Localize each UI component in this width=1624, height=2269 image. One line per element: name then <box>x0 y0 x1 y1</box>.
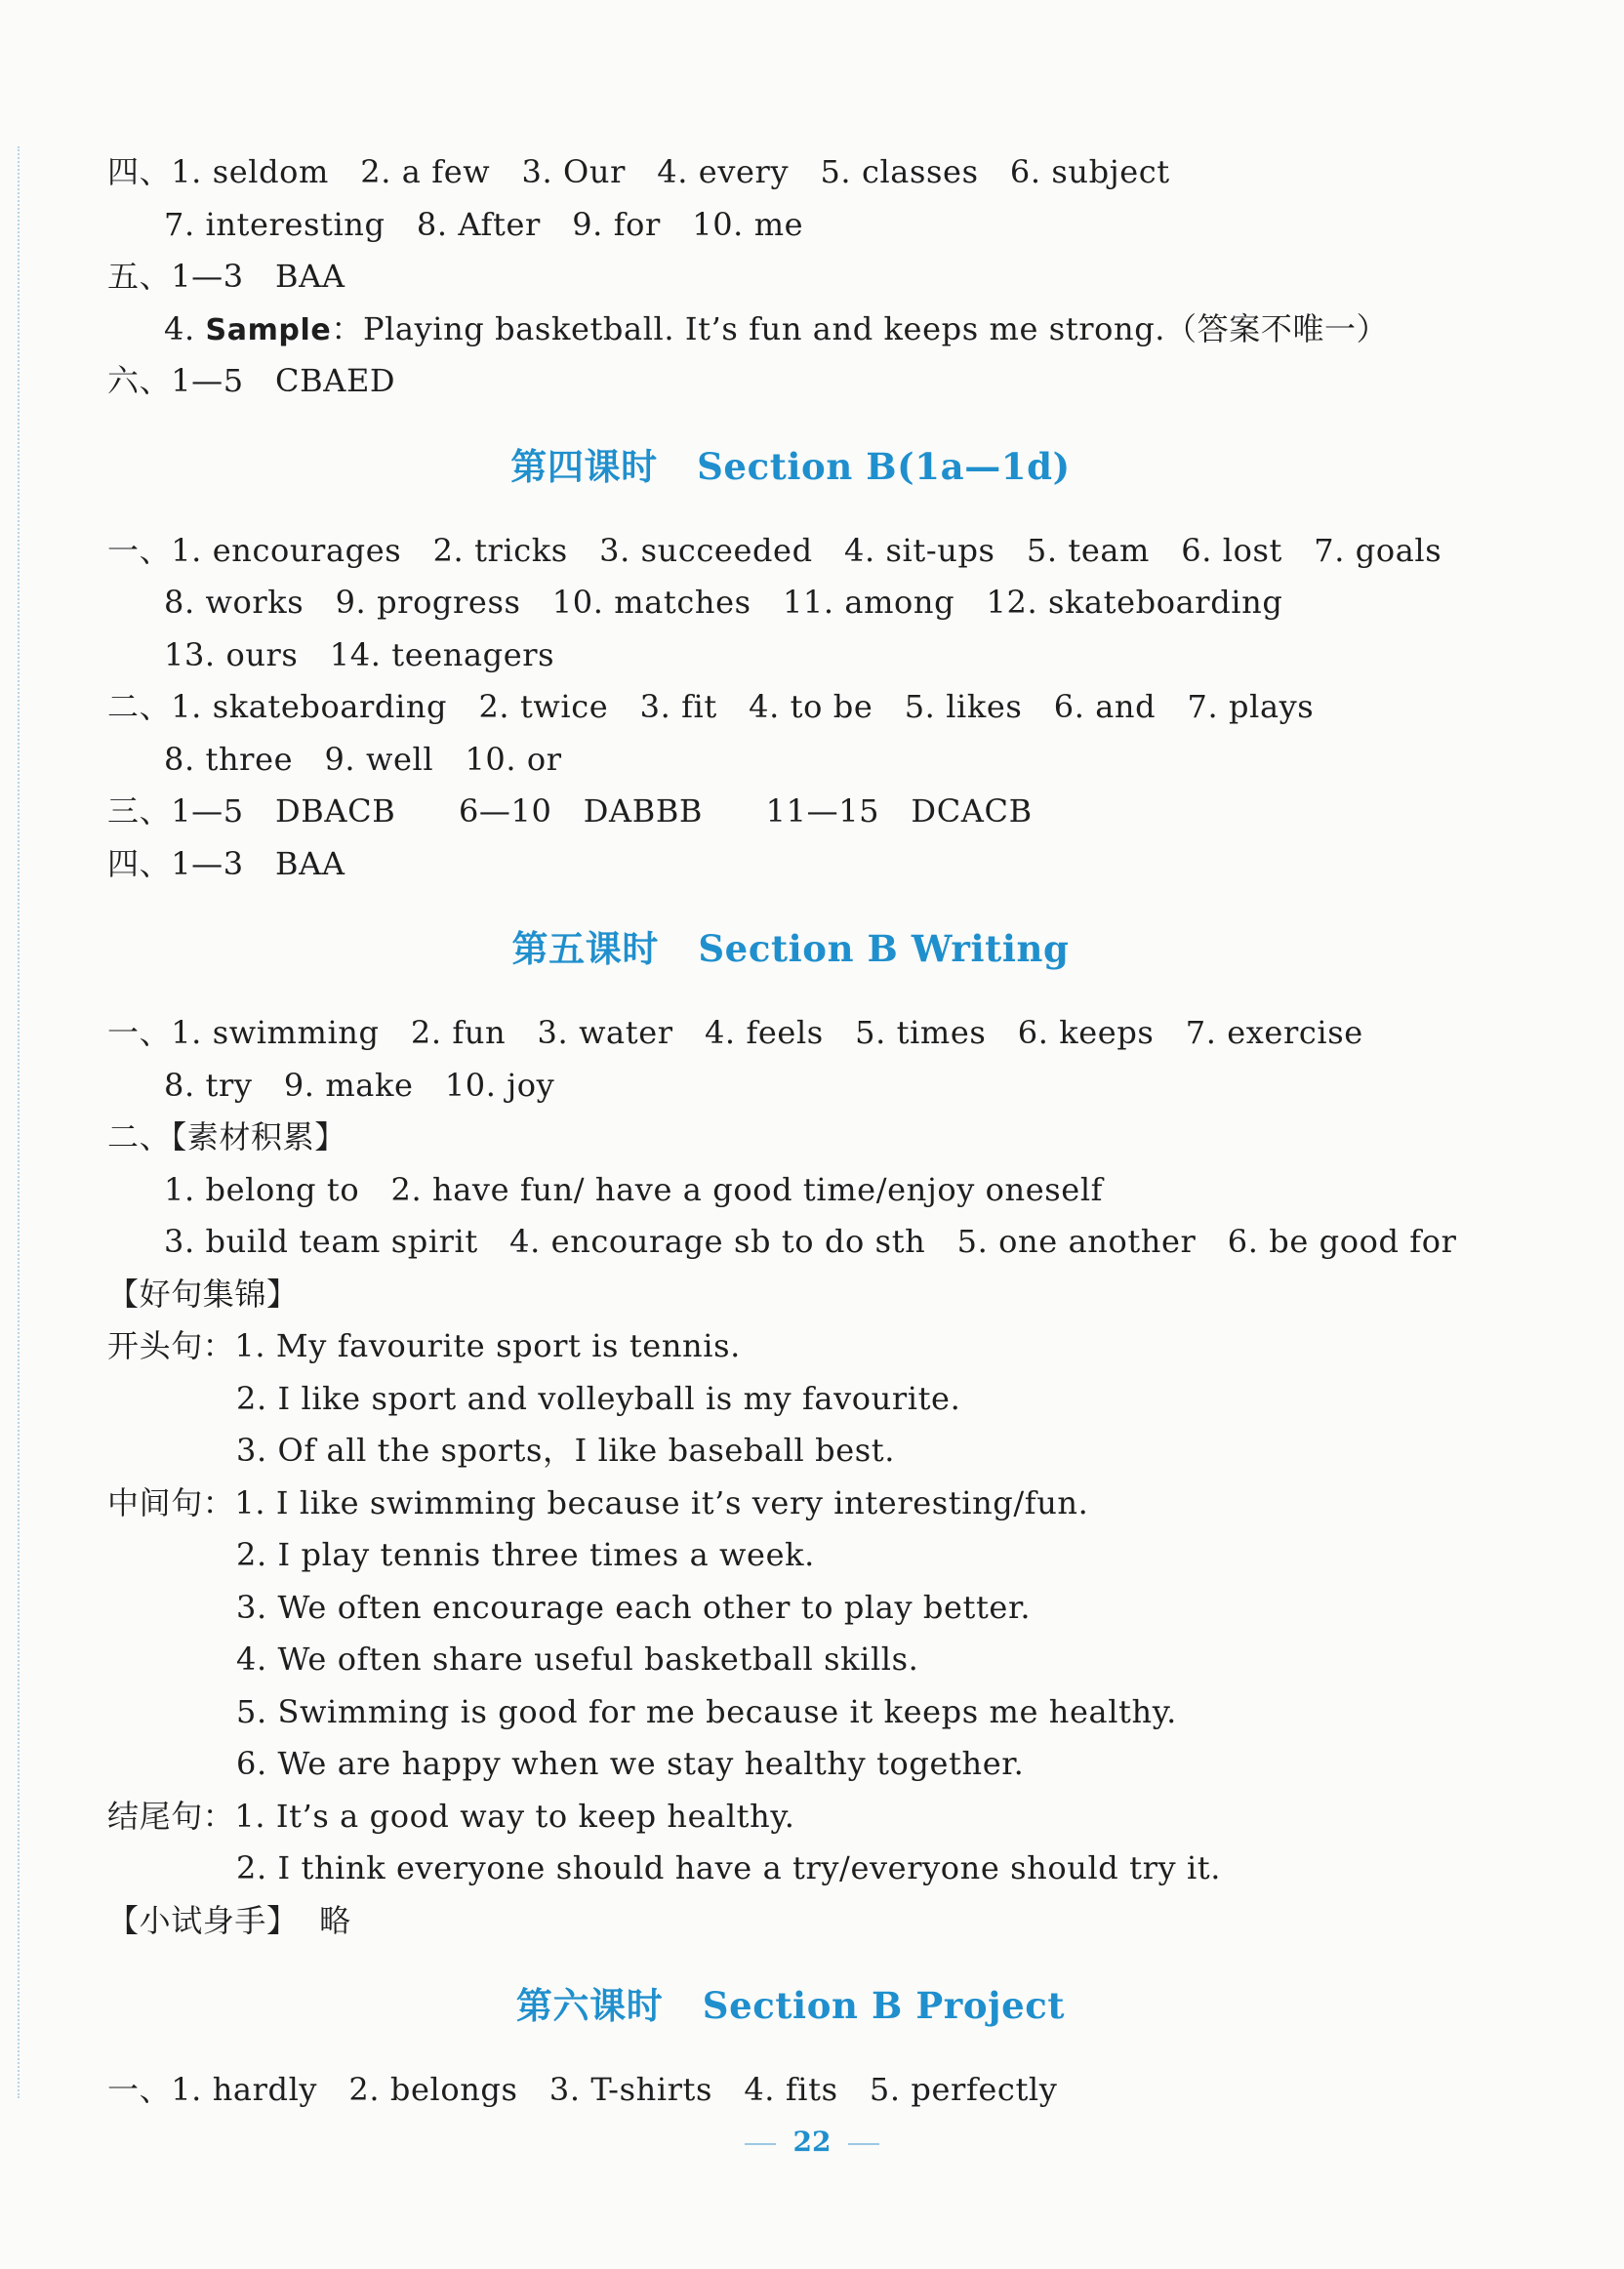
answer-line: 13. ours 14. teenagers <box>164 635 555 673</box>
answer-line: 中间句：1. I like swimming because it’s very interesting/fun. <box>107 1483 1089 1521</box>
sample-answer-line <box>107 304 1513 356</box>
answer-line: 四、1. seldom 2. a few 3. Our 4. every 5. classes 6. subject <box>107 153 1170 190</box>
sample-label: Sample <box>205 312 332 347</box>
answer-line: 五、1—3 BAA <box>107 258 345 295</box>
sample-number: 4. <box>164 309 206 347</box>
section-heading-4: 第四课时 Section B(1a—1d) <box>510 444 1071 488</box>
answer-line: 5. Swimming is good for me because it keeps me healthy. <box>236 1692 1177 1730</box>
sample-text: ：Playing basketball. It’s fun and keeps me strong.（答案不唯一） <box>331 309 1389 347</box>
page-footer <box>0 2126 1624 2158</box>
answer-line: 二、【素材积累】 <box>107 1118 346 1155</box>
answer-line: 一、1. encourages 2. tricks 3. succeeded 4. sit-ups 5. team 6. lost 7. goals <box>107 531 1442 569</box>
footer-dash-right <box>848 2143 879 2145</box>
answer-key-page <box>107 146 1513 2117</box>
answer-line: 一、1. swimming 2. fun 3. water 4. feels 5. times 6. keeps 7. exercise <box>107 1014 1363 1051</box>
margin-dotted-line <box>18 146 20 2098</box>
answer-line: 2. I play tennis three times a week. <box>236 1536 815 1573</box>
answer-line: 2. I like sport and volleyball is my favourite. <box>236 1379 961 1417</box>
answer-line: 二、1. skateboarding 2. twice 3. fit 4. to be 5. likes 6. and 7. plays <box>107 688 1315 725</box>
answer-line: 4. We often share useful basketball skills. <box>236 1641 919 1678</box>
section-heading-5: 第五课时 Section B Writing <box>511 927 1070 970</box>
answer-line: 【小试身手】 略 <box>107 1901 351 1939</box>
answer-line: 8. three 9. well 10. or <box>164 740 562 778</box>
answer-line: 8. works 9. progress 10. matches 11. among 12. skateboarding <box>164 584 1283 621</box>
answer-line: 6. We are happy when we stay healthy together. <box>236 1745 1025 1782</box>
answer-line: 一、1. hardly 2. belongs 3. T-shirts 4. fits 5. perfectly <box>107 2071 1058 2108</box>
answer-line: 1. belong to 2. have fun/ have a good time/enjoy oneself <box>164 1170 1104 1208</box>
answer-line: 结尾句：1. It’s a good way to keep healthy. <box>107 1797 795 1835</box>
answer-line: 3. build team spirit 4. encourage sb to do sth 5. one another 6. be good for <box>164 1223 1457 1260</box>
page-number: 22 <box>792 2126 832 2158</box>
answer-line: 2. I think everyone should have a try/everyone should try it. <box>236 1849 1222 1886</box>
section-heading-6: 第六课时 Section B Project <box>515 1984 1066 2027</box>
answer-line: 【好句集锦】 <box>107 1275 299 1313</box>
answer-line: 8. try 9. make 10. joy <box>164 1066 555 1104</box>
answer-line: 三、1—5 DBACB 6—10 DABBB 11—15 DCACB <box>107 792 1033 830</box>
answer-line: 3. Of all the sports，I like baseball best. <box>236 1432 895 1469</box>
footer-dash-left <box>745 2143 776 2145</box>
answer-line: 六、1—5 CBAED <box>107 362 396 399</box>
answer-line: 7. interesting 8. After 9. for 10. me <box>164 205 804 243</box>
answer-line: 开头句：1. My favourite sport is tennis. <box>107 1327 741 1364</box>
answer-line: 3. We often encourage each other to play better. <box>236 1588 1032 1626</box>
answer-line: 四、1—3 BAA <box>107 844 345 882</box>
